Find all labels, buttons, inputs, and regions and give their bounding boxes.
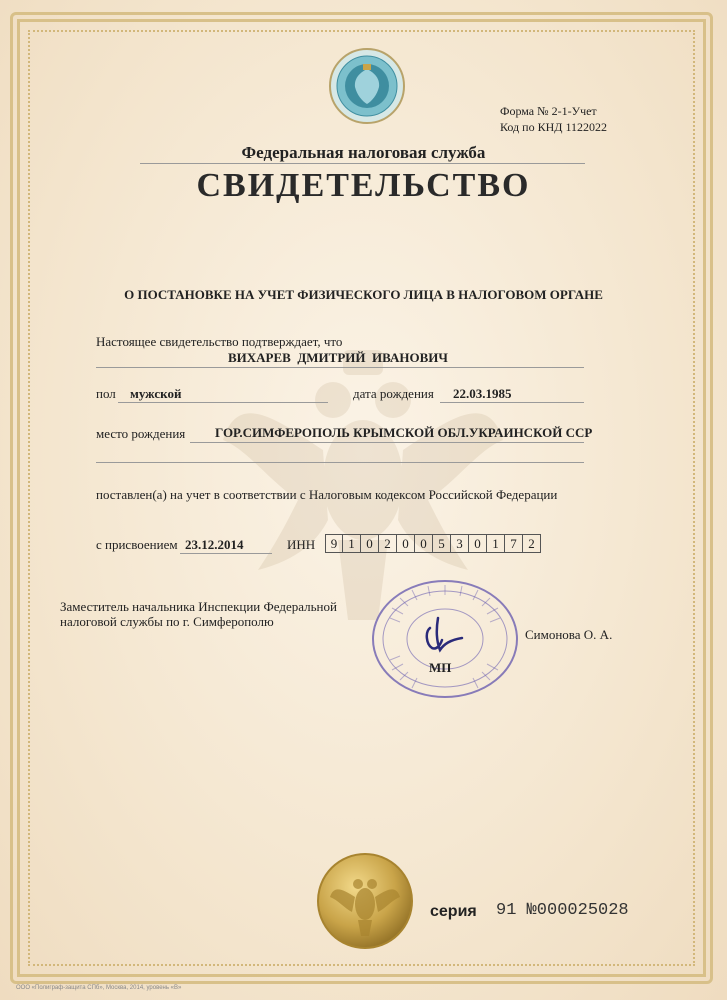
inn-digit-cell: 0 xyxy=(415,534,433,553)
signer-name: Симонова О. А. xyxy=(525,627,613,642)
birth-place-underline xyxy=(190,442,584,443)
inn-digit-cell: 2 xyxy=(523,534,541,553)
assigned-label: с присвоением xyxy=(96,537,178,552)
birth-date-label: дата рождения xyxy=(353,386,434,401)
coat-of-arms-icon xyxy=(328,47,406,125)
birth-place-value: ГОР.СИМФЕРОПОЛЬ КРЫМСКОЙ ОБЛ.УКРАИНСКОЙ ССР xyxy=(215,425,593,440)
inn-digit-cell: 3 xyxy=(451,534,469,553)
full-name: ВИХАРЕВ ДМИТРИЙ ИВАНОВИЧ xyxy=(228,350,448,365)
series-number: 91 №000025028 xyxy=(496,901,629,920)
document-title: СВИДЕТЕЛЬСТВО xyxy=(196,167,531,204)
divider xyxy=(140,163,585,164)
inn-digit-cell: 0 xyxy=(361,534,379,553)
inn-digit-cell: 2 xyxy=(379,534,397,553)
seal-label: МП xyxy=(429,660,452,675)
series-label: серия xyxy=(430,903,477,920)
birth-date-value: 22.03.1985 xyxy=(453,386,512,401)
sex-value: мужской xyxy=(130,386,182,401)
knd-code: Код по КНД 1122022 xyxy=(500,120,607,134)
confirms-label: Настоящее свидетельство подтверждает, что xyxy=(96,334,343,349)
assigned-date-underline xyxy=(180,553,272,554)
registered-text: поставлен(а) на учет в соответствии с Налоговым кодексом Российской Федерации xyxy=(96,487,558,502)
sex-underline xyxy=(118,402,328,403)
inn-digit-cell: 0 xyxy=(397,534,415,553)
gold-seal-icon xyxy=(316,852,414,950)
birth-place-label: место рождения xyxy=(96,426,186,441)
inn-digit-cell: 0 xyxy=(469,534,487,553)
inn-digit-cell: 9 xyxy=(325,534,343,553)
inn-digit-cell: 1 xyxy=(343,534,361,553)
inn-label: ИНН xyxy=(287,537,316,552)
birth-date-underline xyxy=(440,402,584,403)
inn-number xyxy=(325,534,541,553)
signer-position-line2: налоговой службы по г. Симферополю xyxy=(60,614,274,629)
printer-info: ООО «Полиграф-защита СПб», Москва, 2014, уровень «В» xyxy=(16,985,182,991)
form-number: Форма № 2-1-Учет xyxy=(500,104,597,118)
blank-underline xyxy=(96,462,584,463)
inn-digit-cell: 1 xyxy=(487,534,505,553)
official-stamp-icon xyxy=(370,578,520,700)
name-underline xyxy=(96,367,584,368)
signer-position-line1: Заместитель начальника Инспекции Федеральной xyxy=(60,599,337,614)
assigned-date: 23.12.2014 xyxy=(185,537,244,552)
inn-digit-cell: 7 xyxy=(505,534,523,553)
sex-label: пол xyxy=(96,386,116,401)
document-subtitle: О ПОСТАНОВКЕ НА УЧЕТ ФИЗИЧЕСКОГО ЛИЦА В НАЛОГОВОМ ОРГАНЕ xyxy=(124,287,603,302)
agency-name: Федеральная налоговая служба xyxy=(241,143,486,162)
inn-digit-cell: 5 xyxy=(433,534,451,553)
